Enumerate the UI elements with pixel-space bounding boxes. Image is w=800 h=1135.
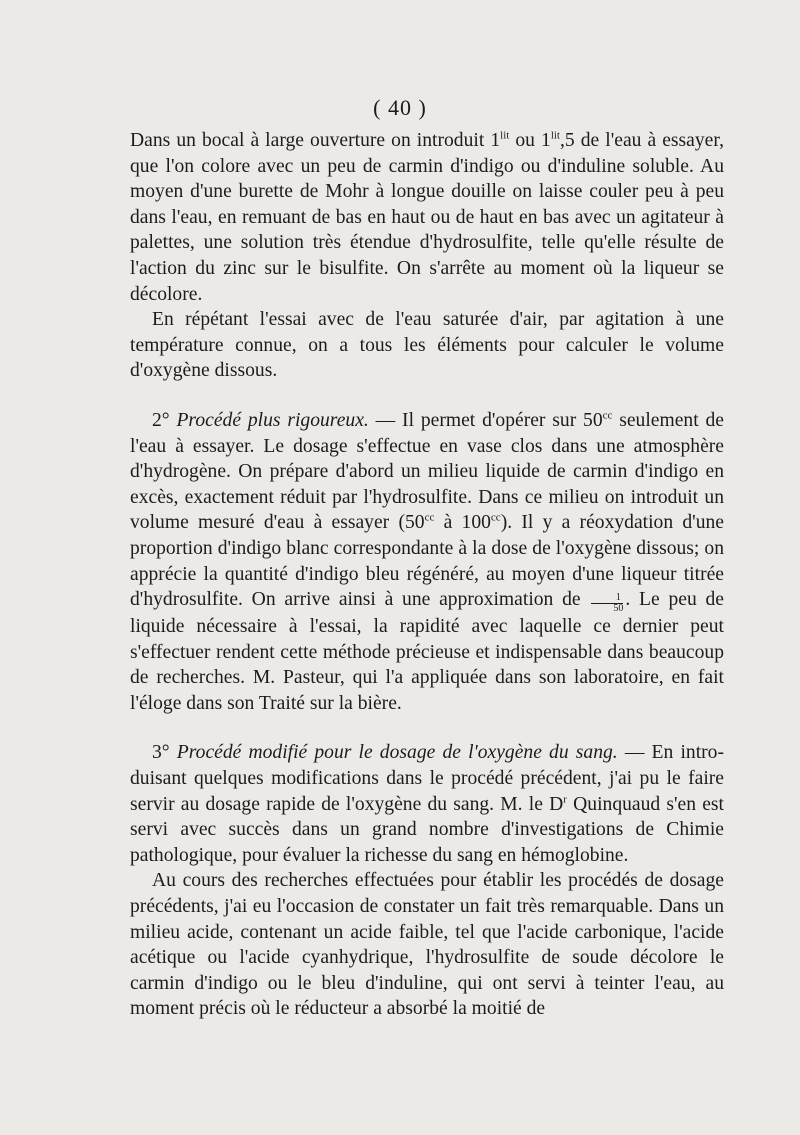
section-title: Procédé modifié pour le dosage de l'oxygène du sang. [176,742,618,764]
section-title: Procédé plus rigoureux. [176,409,369,431]
unit-superscript: cc [490,511,501,524]
body-text [130,128,724,1022]
text-run: seulement de l'eau à essayer. Le dosage s'effectue en vase clos dans une atmosphère d'hydrogène. On prépare d'abord un milieu liquide de carmin d'indigo en excès, exactement réduit par l'hydrosulfite. Dans ce milieu on introduit un volume mesuré d'eau à essayer (50 [130,409,724,534]
paragraph-observation: Au cours des recherches effectuées pour établir les procédés de dosage précédents, j'ai eu l'occasion de constater un fait très remarquable. Dans un milieu acide, contenant un acide faible, tel que l'acide carbonique, l'acide acétique ou l'acide cyanhydrique, l'hydrosulfite de soude décolore le carmin d'indigo ou le bleu d'induline, qui ont servi à teinter l'eau, au moment précis où le réducteur a absorbé la moitié de [130,870,724,1020]
fraction-numerator: 1 [591,593,623,604]
unit-superscript: cc [602,409,613,422]
unit-superscript: cc [424,511,435,524]
text-run: . Le peu de liquide nécessaire à l'essai, la rapidité avec laquelle ce dernier peut s'effectuer rendent cette méthode précieuse et indispensable dans beaucoup de recherches. M. Pasteur, qui l'a appliquée dans son laboratoire, en fait l'éloge dans son Traité sur la bière. [130,589,724,714]
text-run: — En introduisant quelques modifications dans le procédé précédent, j'ai pu le faire servir au dosage rapide de l'oxygène du sang. M. le D [130,742,724,815]
unit-superscript: lit [550,129,560,142]
text-run: ,5 de l'eau à essayer, que l'on colore avec un peu de carmin d'indigo ou d'induline soluble. Au moyen d'une burette de Mohr à longue douille on laisse couler peu à peu dans l'eau, en remuant de bas en haut ou de haut en bas avec un agitateur à palettes, une solution très étendue d'hydrosulfite, telle qu'elle résulte de l'action du zinc sur le bisulfite. On s'arrête au moment où la liqueur se décolore. [130,130,725,305]
paragraph-procede-rigoureux [130,408,724,717]
text-run: Quinquaud s'en est servi avec succès dans un grand nombre d'investigations de Chimie pathologique, pour évaluer la richesse du sang en hémoglobine. [130,793,724,866]
text-run: Dans un bocal à large ouverture on introduit 1 [130,130,501,151]
paragraph-procedure-description [130,128,724,307]
unit-superscript: lit [500,129,510,142]
paragraph-air-saturation: En répétant l'essai avec de l'eau saturée d'air, par agitation à une température connue, on a tous les éléments pour calculer le volume d'oxygène dissous. [130,309,724,382]
title-superscript: r [563,793,567,806]
text-run: à 100 [434,512,491,534]
fraction-denominator: 50 [613,603,624,615]
text-run: ). Il y a réoxydation d'une proportion d'indigo blanc correspondante à la dose de l'oxygène dissous; on apprécie la quantité d'indigo bleu régénéré, au moyen d'une liqueur titrée d'hydrosulfite. On arrive ainsi à une approximation de [130,512,724,611]
section-number: 2° [152,409,177,431]
section-number: 3° [152,742,177,764]
text-run: ou 1 [509,130,551,151]
fraction [591,593,623,614]
paragraph-procede-sang [130,740,724,868]
page-number: ( 40 ) [373,95,427,120]
text-run: — Il permet d'opérer sur 50 [368,409,603,431]
